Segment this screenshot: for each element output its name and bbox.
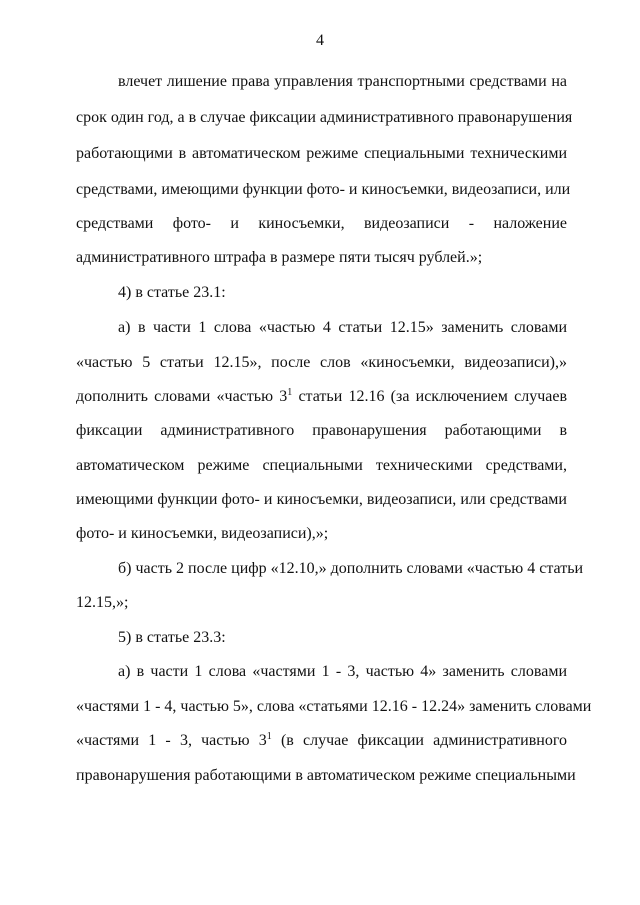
text-segment: статьи 12.16 (за исключением случаев	[292, 388, 568, 405]
text-line: имеющими функции фото- и киносъемки, видеозаписи, или средствами	[76, 491, 567, 508]
superscript: 1	[266, 731, 272, 742]
text-line: б) часть 2 после цифр «12.10,» дополнить словами «частью 4 статьи	[118, 560, 584, 577]
text-line: срок один год, а в случае фиксации административного правонарушения	[76, 109, 573, 126]
text-line: «частью 5 статьи 12.15», после слов «киносъемки, видеозаписи),»	[76, 354, 567, 371]
text-line: автоматическом режиме специальными техническими средствами,	[76, 457, 567, 474]
text-line: средствами фото- и киносъемки, видеозаписи - наложение	[76, 215, 567, 232]
text-segment: «частями 1 - 3, частью 3	[76, 732, 267, 749]
page-number: 4	[316, 32, 324, 49]
text-line: а) в части 1 слова «частью 4 статьи 12.15» заменить словами	[118, 319, 567, 336]
text-line-with-superscript	[76, 387, 567, 407]
text-line: фиксации административного правонарушения работающими в	[76, 422, 567, 439]
text-line: правонарушения работающими в автоматическом режиме специальными	[76, 767, 576, 784]
text-line: а) в части 1 слова «частями 1 - 3, частью 4» заменить словами	[118, 663, 567, 680]
text-line: административного штрафа в размере пяти тысяч рублей.»;	[76, 249, 483, 266]
text-line: 12.15,»;	[76, 594, 129, 611]
superscript: 1	[287, 387, 293, 398]
text-line: «частями 1 - 4, частью 5», слова «статьями 12.16 - 12.24» заменить словами	[76, 698, 592, 715]
list-item-heading: 4) в статье 23.1:	[118, 284, 226, 301]
text-line: фото- и киносъемки, видеозаписи),»;	[76, 525, 329, 542]
text-line: работающими в автоматическом режиме специальными техническими	[76, 145, 567, 162]
list-item-heading: 5) в статье 23.3:	[118, 629, 226, 646]
text-segment: дополнить словами «частью 3	[76, 388, 288, 405]
text-line: средствами, имеющими функции фото- и киносъемки, видеозаписи, или	[76, 181, 571, 198]
text-segment: (в случае фиксации административного	[271, 732, 567, 749]
text-line: влечет лишение права управления транспортными средствами на	[118, 73, 567, 90]
text-line-with-superscript	[76, 731, 567, 751]
